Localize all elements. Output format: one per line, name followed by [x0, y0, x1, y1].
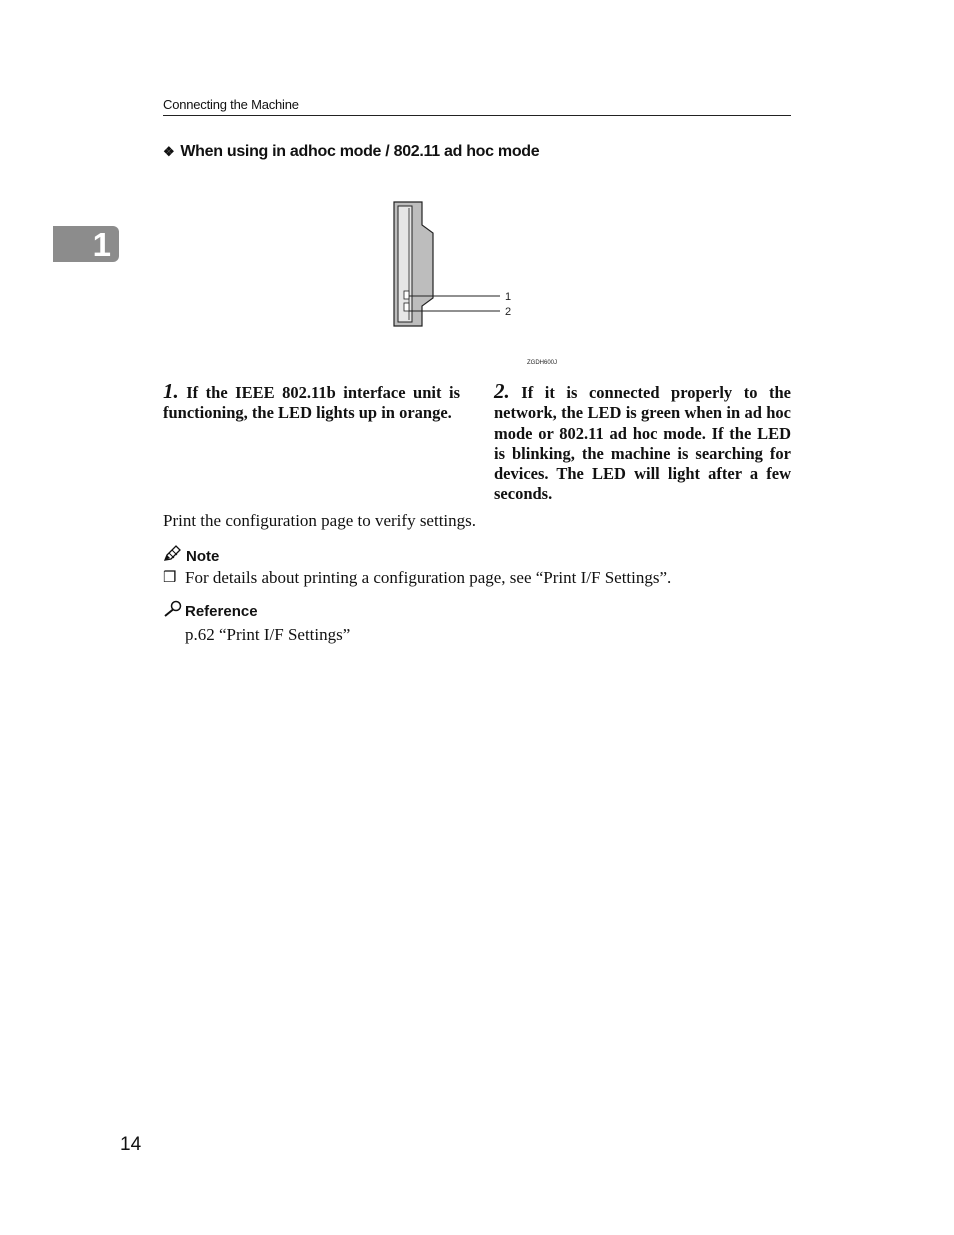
led-2: [404, 303, 409, 311]
reference-link[interactable]: p.62 “Print I/F Settings”: [185, 625, 351, 644]
checkbox-bullet-icon: ❒: [163, 570, 177, 586]
callout-number: 2.: [494, 379, 510, 403]
page-number: 14: [120, 1134, 142, 1155]
pencil-icon: [163, 545, 183, 567]
callout-text: If the IEEE 802.11b interface unit is functioning, the LED lights up in orange.: [163, 383, 460, 423]
figure-code: ZGDH600J: [527, 360, 558, 366]
note-heading: [163, 545, 219, 567]
note-item: [163, 568, 671, 588]
diamond-bullet-icon: ❖: [163, 144, 175, 159]
reference-title: Reference: [185, 602, 258, 620]
callout-label-1: 1: [505, 291, 512, 303]
led-1: [404, 291, 409, 299]
callout-1: [163, 381, 460, 424]
note-title: Note: [186, 547, 220, 565]
magnifier-icon: [163, 600, 183, 622]
note-item-text: For details about printing a configuration page, see “Print I/F Settings”.: [185, 568, 672, 587]
callout-label-2: 2: [505, 306, 512, 318]
reference-heading: [163, 600, 258, 622]
chapter-tab: 1: [53, 226, 119, 262]
interface-unit-figure: [380, 195, 580, 370]
callout-text: If it is connected properly to the network, the LED is green when in ad hoc mode or 802.11 ad hoc mode. If the LED is blinking, the machine is searching for devices. The LED will light after a few seconds.: [494, 383, 791, 504]
interface-unit-drawing: [380, 195, 580, 370]
section-heading-text: When using in adhoc mode / 802.11 ad hoc mode: [180, 143, 540, 160]
section-heading: [163, 143, 539, 161]
header-rule: [163, 115, 791, 116]
running-header: Connecting the Machine: [163, 97, 299, 112]
callout-2: [494, 381, 791, 505]
callout-number: 1.: [163, 379, 179, 403]
body-paragraph: Print the configuration page to verify settings.: [163, 511, 477, 530]
